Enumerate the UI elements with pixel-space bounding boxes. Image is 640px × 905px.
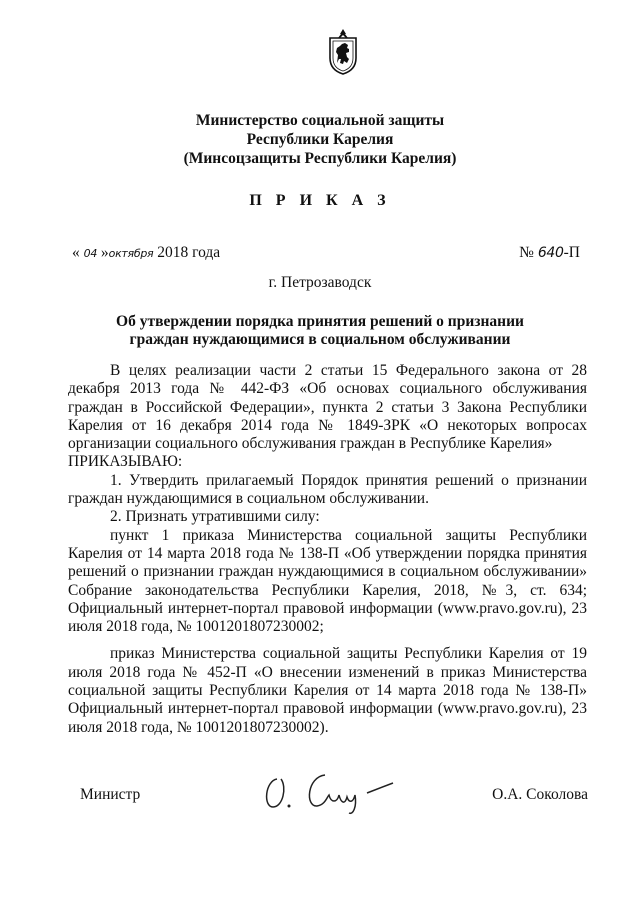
preamble-paragraph: В целях реализации части 2 статьи 15 Федерального закона от 28 декабря 2013 года № 442-ФЗ «Об основах социального обслуживания граждан в Российской Федерации», пункта 2 статьи 3 Закона Республики Карелия от 16 декабря 2014 года № 1849-ЗРК «О некоторых вопросах организации социального обслуживания граждан в Республике Карелия» [68,362,587,453]
date-month-handwritten: октября [108,247,154,260]
date-day-handwritten: 04 [83,247,98,260]
handwritten-signature [255,757,420,817]
signer-position: Министр [80,786,141,803]
number-prefix: № [519,244,534,261]
order-date [72,244,220,262]
number-suffix: -П [563,244,580,261]
order-title: П Р И К А З [249,192,391,209]
item-1-paragraph: 1. Утвердить прилагаемый Порядок принятия решений о признании граждан нуждающимися в социальном обслуживании. [68,471,587,508]
signer-name: О.А. Соколова [492,786,588,803]
order-subject: Об утверждении порядка принятия решений о признании граждан нуждающимися в социальном обслуживании [116,313,524,348]
number-value-handwritten: 640 [537,245,564,261]
date-close-quote: » [100,244,109,261]
order-body [68,362,587,737]
item-2-paragraph: 2. Признать утратившими силу: [110,508,320,526]
item-2a-paragraph: пункт 1 приказа Министерства социальной защиты Республики Карелия от 14 марта 2018 года № 138-П «Об утверждении порядка принятия решений о признании граждан нуждающимися в социальном обслуживании» Собрание законодательства Республики Карелия, 2018, №3, ст. 634; Официальный интернет-портал правовой информации (www.pravo.gov.ru), 23 июля 2018 года, № 1001201807230002; [68,526,587,636]
karelia-coat-of-arms-icon [327,28,359,76]
ministry-name-line1: Министерство социальной защиты [195,112,445,129]
ministry-name-line2: Республики Карелия [246,131,394,148]
city: г. Петрозаводск [268,274,372,291]
date-year: 2018 года [157,244,221,261]
order-number [519,244,580,262]
item-2b-paragraph: приказ Министерства социальной защиты Республики Карелия от 19 июля 2018 года № 452-П «О внесении изменений в приказ Министерства социальной защиты Республики Карелия от 14 марта 2018 года № 138-П» Официальный интернет-портал правовой информации (www.pravo.gov.ru), 23 июля 2018 года, № 1001201807230002). [68,645,587,736]
order-word: ПРИКАЗЫВАЮ: [68,453,183,471]
date-open-quote: « [72,244,80,261]
ministry-name-line3: (Минсоцзащиты Республики Карелия) [183,150,457,167]
